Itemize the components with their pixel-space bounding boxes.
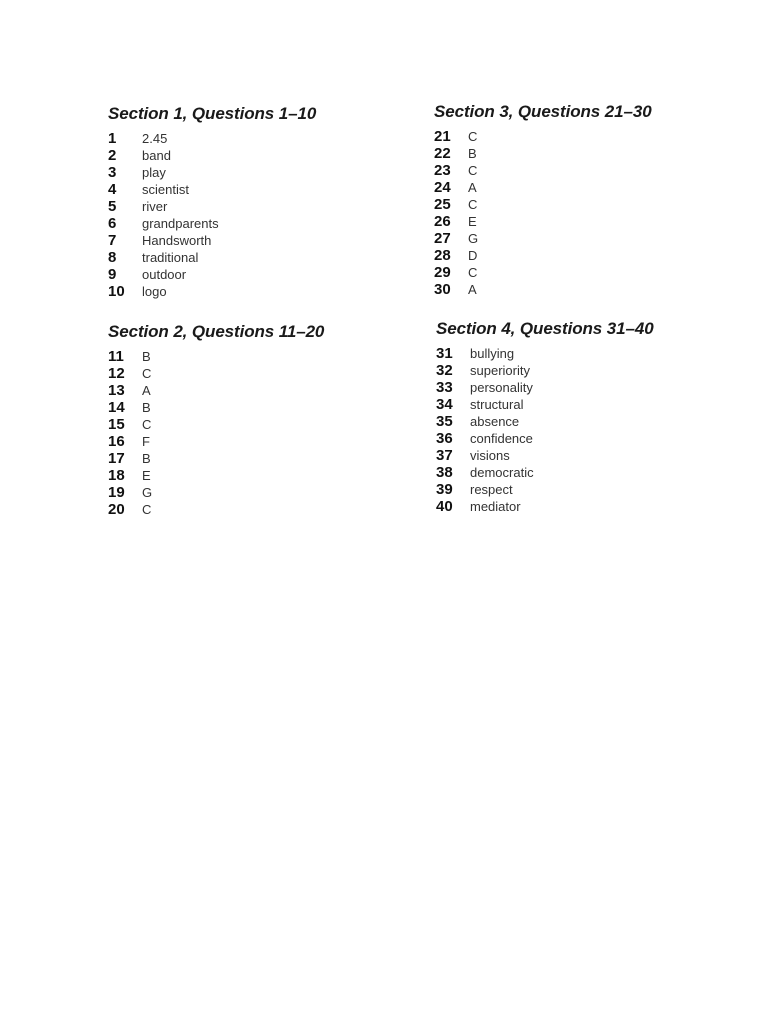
answer-row: [434, 213, 734, 230]
answer-row: [108, 365, 408, 382]
answer-row: [108, 467, 408, 484]
answer-row: [434, 145, 734, 162]
answer-row: [434, 230, 734, 247]
question-number: 31: [436, 345, 453, 362]
question-number: 17: [108, 450, 125, 467]
question-number: 30: [434, 281, 451, 298]
question-number: 13: [108, 382, 125, 399]
section-2: [108, 322, 408, 518]
answer-row: [108, 450, 408, 467]
question-number: 18: [108, 467, 125, 484]
answer-row: [436, 396, 736, 413]
question-number: 28: [434, 247, 451, 264]
answer-row: [434, 247, 734, 264]
question-number: 8: [108, 249, 117, 266]
answer-text: A: [142, 383, 151, 398]
answer-row: [108, 215, 408, 232]
section-title: Section 2, Questions 11–20: [108, 322, 325, 341]
answer-text: C: [142, 417, 152, 432]
answer-text: G: [468, 231, 479, 246]
question-number: 16: [108, 433, 125, 450]
question-number: 6: [108, 215, 117, 232]
answer-row: [434, 196, 734, 213]
answer-text: A: [468, 180, 477, 195]
section-1: [108, 104, 408, 300]
answer-text: scientist: [142, 182, 189, 197]
answer-row: [108, 249, 408, 266]
answer-text: visions: [470, 448, 510, 463]
answer-text: play: [142, 165, 166, 180]
question-number: 35: [436, 413, 453, 430]
question-number: 37: [436, 447, 453, 464]
answer-text: bullying: [470, 346, 515, 361]
answer-row: [108, 147, 408, 164]
answer-text: B: [142, 451, 151, 466]
answer-text: A: [468, 282, 477, 297]
question-number: 38: [436, 464, 453, 481]
answer-row: [108, 348, 408, 365]
answer-row: [436, 413, 736, 430]
question-number: 14: [108, 399, 125, 416]
answer-row: [108, 130, 408, 147]
section-title: Section 3, Questions 21–30: [434, 102, 652, 121]
question-number: 22: [434, 145, 451, 162]
answer-row: [108, 433, 408, 450]
question-number: 9: [108, 266, 117, 283]
answer-text: B: [468, 146, 477, 161]
question-number: 21: [434, 128, 451, 145]
answer-text: logo: [142, 284, 167, 299]
answer-row: [434, 162, 734, 179]
question-number: 4: [108, 181, 117, 198]
section-title: Section 4, Questions 31–40: [436, 319, 654, 338]
question-number: 27: [434, 230, 451, 247]
question-number: 26: [434, 213, 451, 230]
section-3: [434, 102, 734, 298]
answer-row: [436, 498, 736, 515]
answer-text: personality: [470, 380, 533, 395]
answer-row: [434, 179, 734, 196]
answer-row: [108, 416, 408, 433]
question-number: 1: [108, 130, 117, 147]
answer-row: [108, 232, 408, 249]
answer-text: confidence: [470, 431, 533, 446]
answer-text: G: [142, 485, 153, 500]
answer-row: [434, 128, 734, 145]
question-number: 5: [108, 198, 117, 215]
question-number: 39: [436, 481, 453, 498]
answer-text: superiority: [470, 363, 530, 378]
answer-text: C: [142, 502, 152, 517]
question-number: 10: [108, 283, 125, 300]
answer-text: C: [468, 197, 478, 212]
question-number: 25: [434, 196, 451, 213]
answer-text: band: [142, 148, 171, 163]
answer-row: [436, 345, 736, 362]
answer-row: [108, 266, 408, 283]
answer-text: respect: [470, 482, 513, 497]
question-number: 15: [108, 416, 125, 433]
answer-row: [108, 181, 408, 198]
question-number: 36: [436, 430, 453, 447]
answer-row: [108, 382, 408, 399]
answer-list: [108, 348, 408, 518]
answer-row: [108, 501, 408, 518]
answer-row: [108, 164, 408, 181]
answer-row: [436, 447, 736, 464]
answer-text: B: [142, 400, 151, 415]
answer-text: C: [142, 366, 152, 381]
answer-list: [436, 345, 736, 515]
answer-text: mediator: [470, 499, 521, 514]
question-number: 19: [108, 484, 125, 501]
answer-text: 2.45: [142, 131, 168, 146]
answer-text: E: [142, 468, 151, 483]
answer-text: C: [468, 163, 478, 178]
answer-row: [108, 484, 408, 501]
question-number: 23: [434, 162, 451, 179]
answer-text: E: [468, 214, 477, 229]
answer-row: [434, 264, 734, 281]
answer-row: [108, 399, 408, 416]
answer-text: democratic: [470, 465, 534, 480]
question-number: 11: [108, 348, 124, 365]
question-number: 3: [108, 164, 117, 181]
answer-row: [436, 430, 736, 447]
question-number: 12: [108, 365, 125, 382]
answer-text: river: [142, 199, 168, 214]
answer-text: C: [468, 129, 478, 144]
answer-text: grandparents: [142, 216, 219, 231]
answer-row: [436, 362, 736, 379]
question-number: 7: [108, 232, 117, 249]
question-number: 29: [434, 264, 451, 281]
answer-text: outdoor: [142, 267, 187, 282]
answer-row: [108, 198, 408, 215]
answer-text: structural: [470, 397, 524, 412]
answer-text: Handsworth: [142, 233, 212, 248]
question-number: 34: [436, 396, 453, 413]
section-title: Section 1, Questions 1–10: [108, 104, 317, 123]
answer-list: [108, 130, 408, 300]
question-number: 32: [436, 362, 453, 379]
answer-text: C: [468, 265, 478, 280]
answer-row: [434, 281, 734, 298]
question-number: 40: [436, 498, 453, 515]
answer-text: traditional: [142, 250, 199, 265]
answer-row: [108, 283, 408, 300]
answer-row: [436, 481, 736, 498]
section-4: [436, 319, 736, 515]
question-number: 20: [108, 501, 125, 518]
answer-list: [434, 128, 734, 298]
question-number: 33: [436, 379, 453, 396]
question-number: 2: [108, 147, 117, 164]
answer-text: absence: [470, 414, 520, 429]
question-number: 24: [434, 179, 451, 196]
answer-row: [436, 464, 736, 481]
answer-row: [436, 379, 736, 396]
answer-text: D: [468, 248, 478, 263]
answer-text: F: [142, 434, 150, 449]
answer-text: B: [142, 349, 151, 364]
